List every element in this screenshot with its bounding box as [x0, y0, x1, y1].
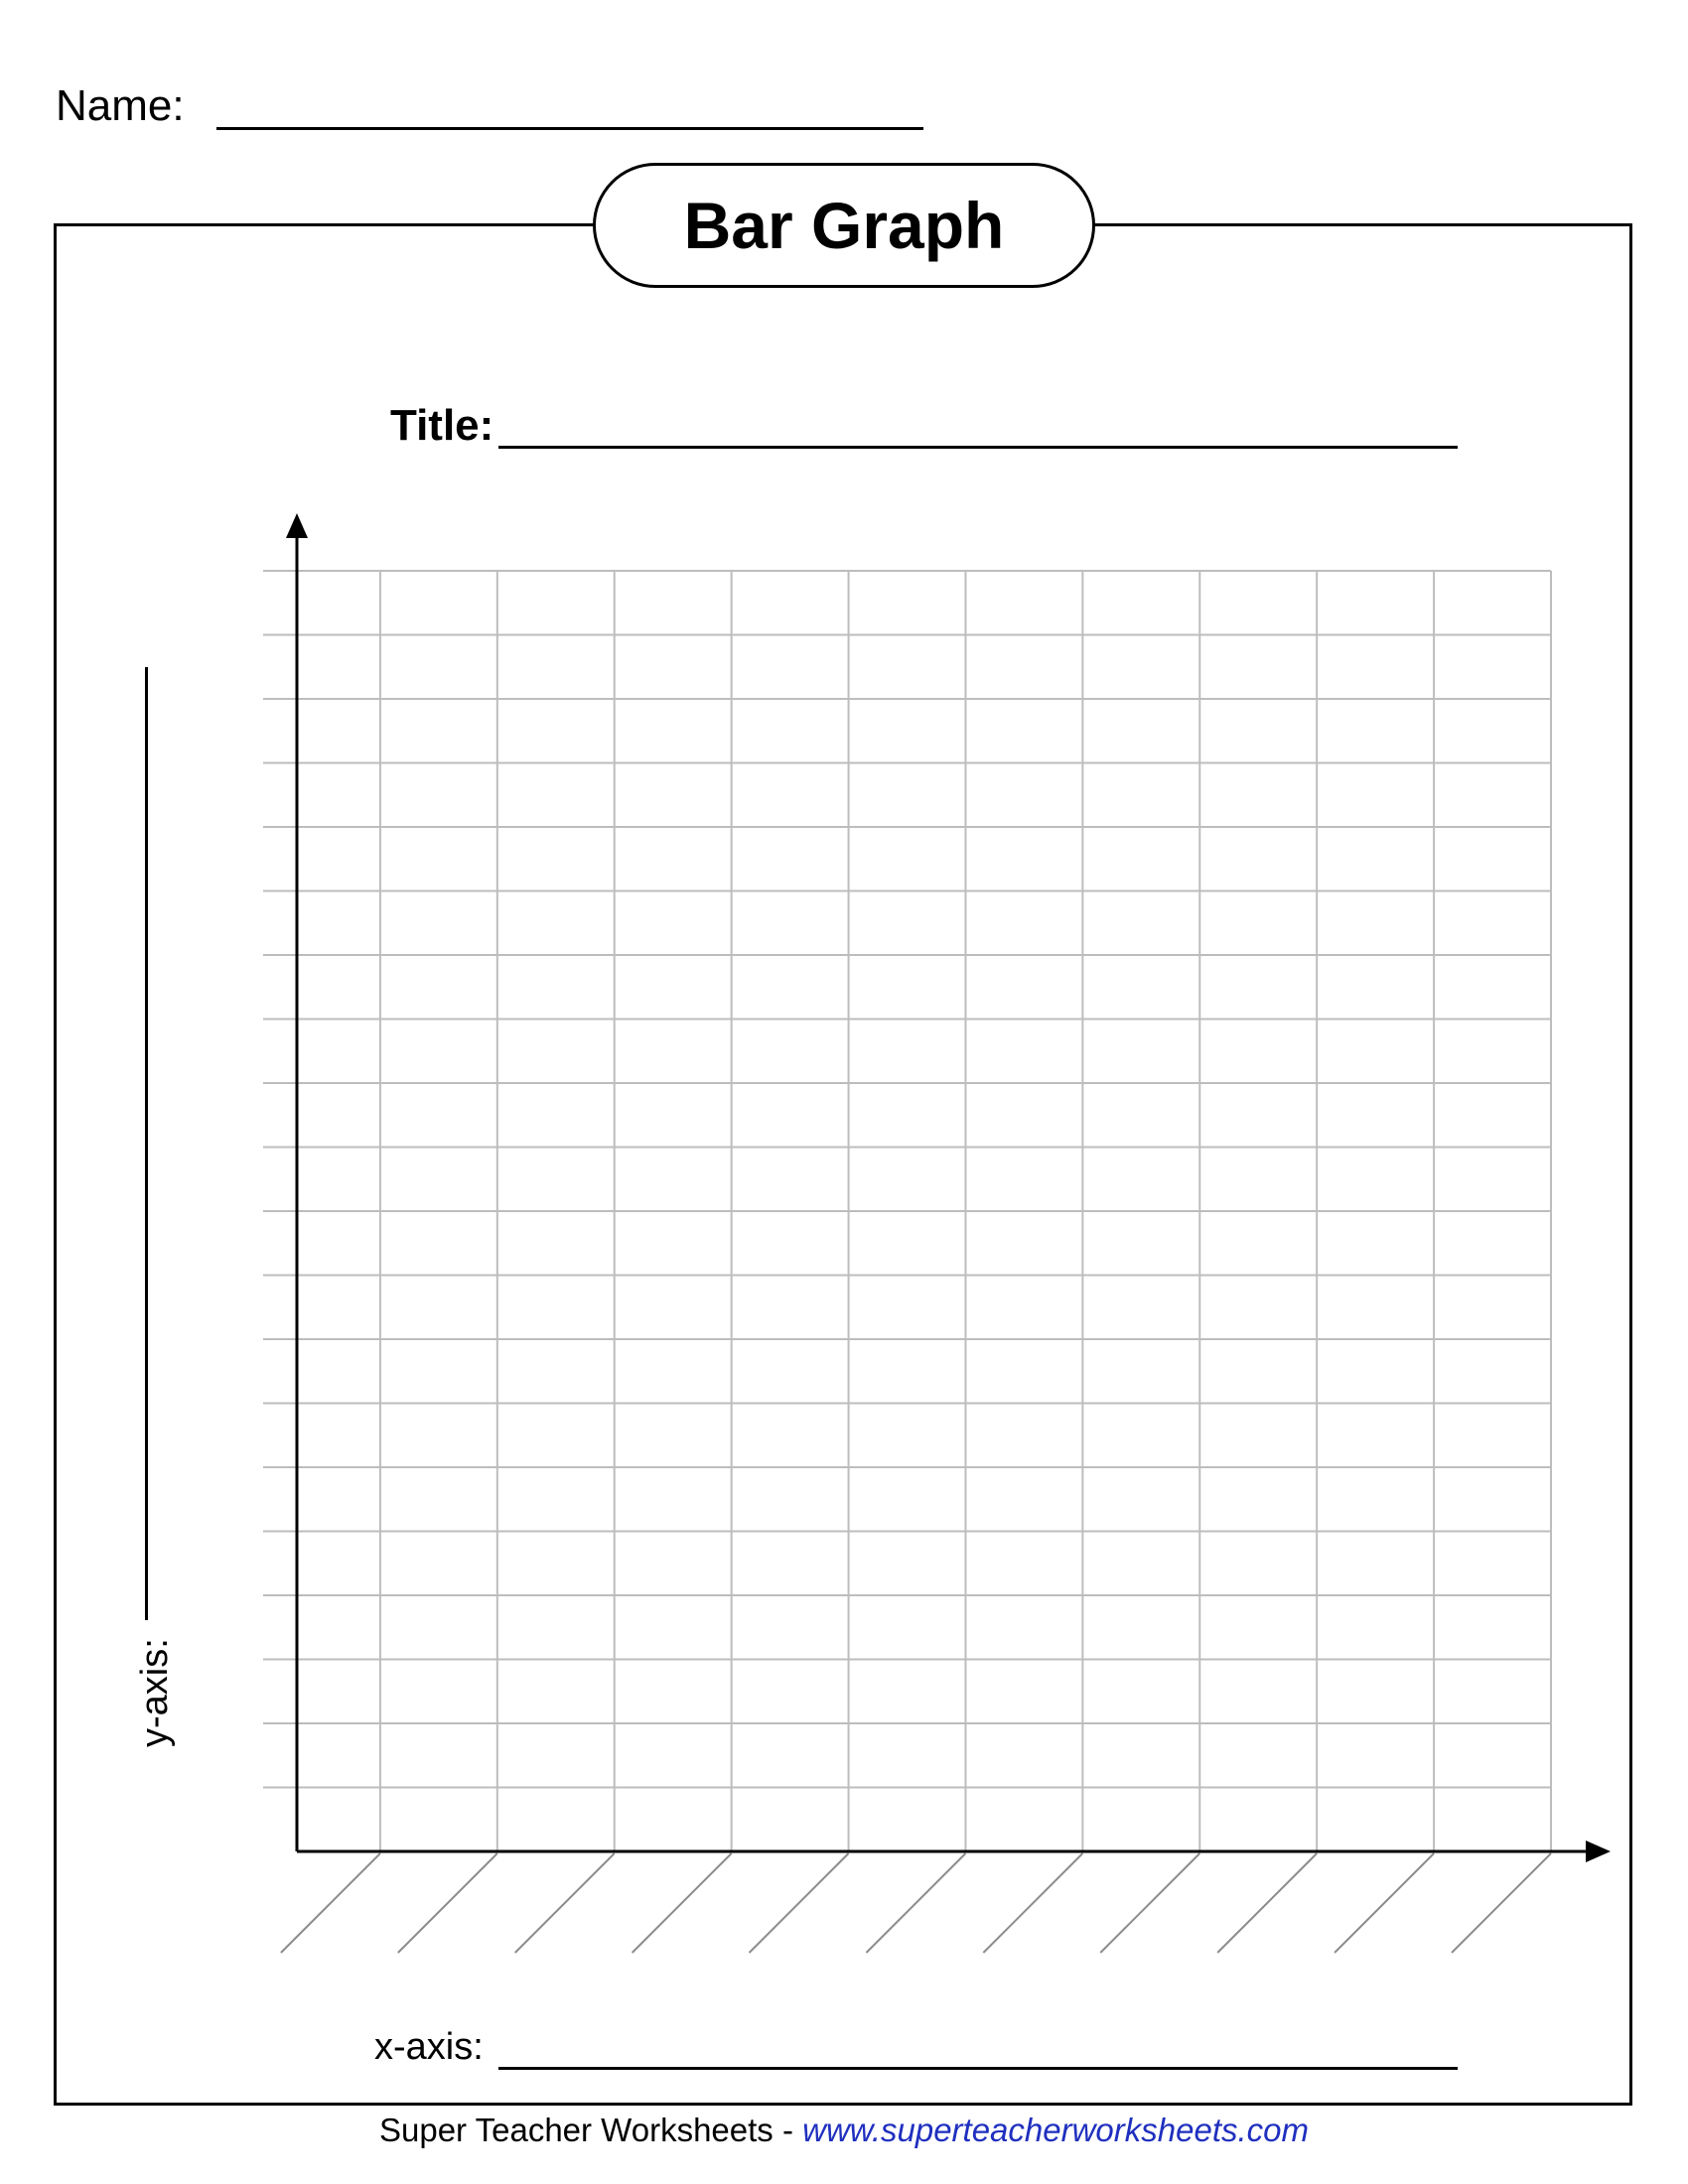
- category-label-slot: [1452, 1853, 1551, 1953]
- category-label-slot: [983, 1853, 1082, 1953]
- footer-separator: -: [773, 2112, 803, 2148]
- category-label-slot: [633, 1853, 732, 1953]
- y-axis-label: y-axis:: [134, 1638, 176, 1747]
- category-label-slot: [866, 1853, 965, 1953]
- footer: [0, 2111, 1688, 2150]
- page-title: Bar Graph: [683, 189, 1005, 262]
- category-label-slots: [281, 1853, 1551, 1953]
- x-axis-label-field[interactable]: [498, 2067, 1458, 2070]
- footer-brand: Super Teacher Worksheets: [378, 2112, 774, 2148]
- x-axis-label: x-axis:: [374, 2026, 484, 2068]
- footer-url-link[interactable]: www.superteacherworksheets.com: [802, 2112, 1310, 2148]
- grid-layer: [263, 571, 1551, 1851]
- category-label-slot: [1217, 1853, 1317, 1953]
- name-label: Name:: [56, 81, 185, 130]
- category-label-slot: [281, 1853, 380, 1953]
- category-label-slot: [1100, 1853, 1199, 1953]
- category-label-slot: [750, 1853, 849, 1953]
- category-label-slot: [515, 1853, 615, 1953]
- category-label-slot: [1335, 1853, 1434, 1953]
- title-label: Title:: [390, 401, 494, 450]
- x-axis-arrow-icon: [1586, 1841, 1611, 1862]
- y-axis-arrow-icon: [286, 513, 308, 538]
- y-axis-label-field[interactable]: [145, 667, 148, 1620]
- category-label-slot: [398, 1853, 497, 1953]
